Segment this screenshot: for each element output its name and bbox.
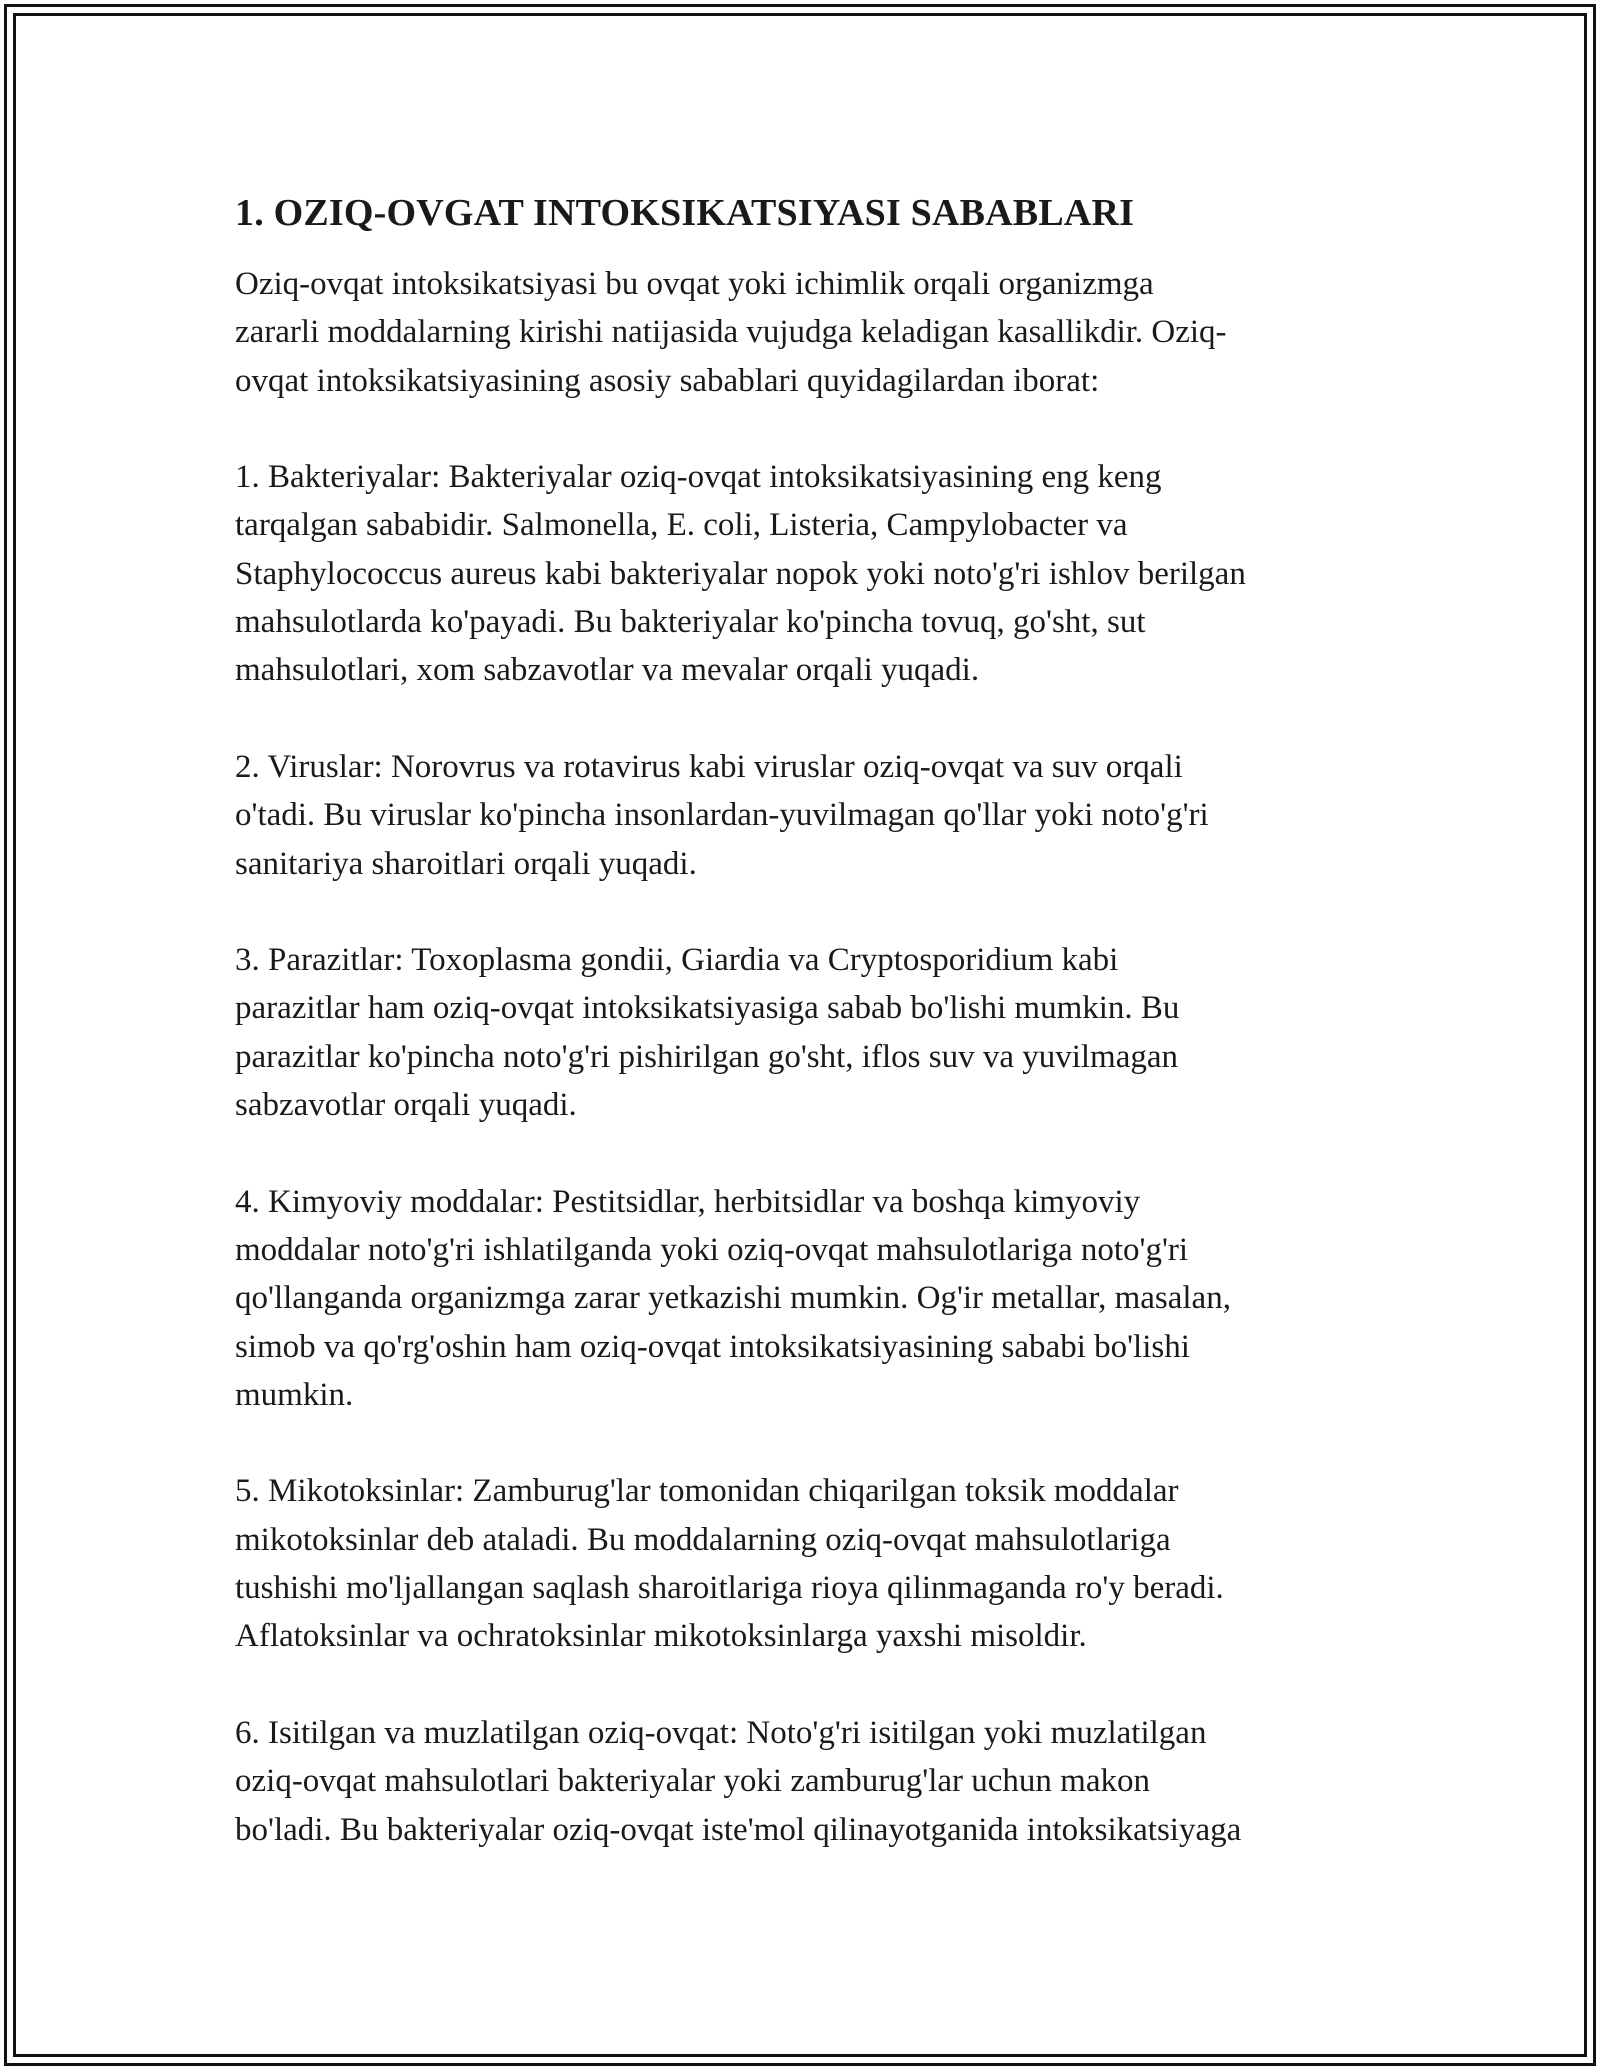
- paragraph-viruses: 2. Viruslar: Norovrus va rotavirus kabi viruslar oziq-ovqat va suv orqali o'tadi. Bu viruslar ko'pincha insonlardan-yuvilmagan qo'llar yoki noto'g'ri sanitariya sharoitlari orqali yuqadi.: [235, 748, 1209, 882]
- paragraph-parasites: 3. Parazitlar: Toxoplasma gondii, Giardia va Cryptosporidium kabi parazitlar ham oziq-ovqat intoksikatsiyasiga sabab bo'lishi mumkin. Bu parazitlar ko'pincha noto'g'ri pishirilgan go'sht, iflos suv va yuvilmagan sabzavotlar orqali yuqadi.: [235, 942, 1180, 1124]
- paragraph-intro: Oziq-ovqat intoksikatsiyasi bu ovqat yoki ichimlik orqali organizmga zararli moddalarning kirishi natijasida vujudga keladigan kasallikdir. Oziq- ovqat intoksikatsiyasining asosiy sabablari quyidagilardan iborat:: [235, 266, 1227, 399]
- document-title: 1. OZIQ-OVGAT INTOKSIKATSIYASI SABABLARI: [235, 192, 1135, 234]
- document-body: [235, 188, 1365, 1854]
- paragraph-heated-frozen-food: 6. Isitilgan va muzlatilgan oziq-ovqat: Noto'g'ri isitilgan yoki muzlatilgan oziq-ovqat mahsulotlari bakteriyalar yoki zamburug'lar uchun makon bo'ladi. Bu bakteriyalar oziq-ovqat iste'mol qilinayotganida intoksikatsiyaga: [235, 1714, 1242, 1848]
- paragraph-bacteria: 1. Bakteriyalar: Bakteriyalar oziq-ovqat intoksikatsiyasining eng keng tarqalgan sababidir. Salmonella, E. coli, Listeria, Campylobacter va Staphylococcus aureus kabi bakteriyalar nopok yoki noto'g'ri ishlov berilgan mahsulotlarda ko'payadi. Bu bakteriyalar ko'pincha tovuq, go'sht, sut mahsulotlari, xom sabzavotlar va mevalar orqali yuqadi.: [235, 459, 1246, 689]
- paragraph-chemicals: 4. Kimyoviy moddalar: Pestitsidlar, herbitsidlar va boshqa kimyoviy moddalar noto'g'ri ishlatilganda yoki oziq-ovqat mahsulotlariga noto'g'ri qo'llanganda organizmga zarar yetkazishi mumkin. Og'ir metallar, masalan, simob va qo'rg'oshin ham oziq-ovqat intoksikatsiyasining sababi bo'lishi mumkin.: [235, 1183, 1231, 1413]
- paragraph-mycotoxins: 5. Mikotoksinlar: Zamburug'lar tomonidan chiqarilgan toksik moddalar mikotoksinlar deb ataladi. Bu moddalarning oziq-ovqat mahsulotlariga tushishi mo'ljallangan saqlash sharoitlariga rioya qilinmaganda ro'y beradi. Aflatoksinlar va ochratoksinlar mikotoksinlarga yaxshi misoldir.: [235, 1473, 1224, 1655]
